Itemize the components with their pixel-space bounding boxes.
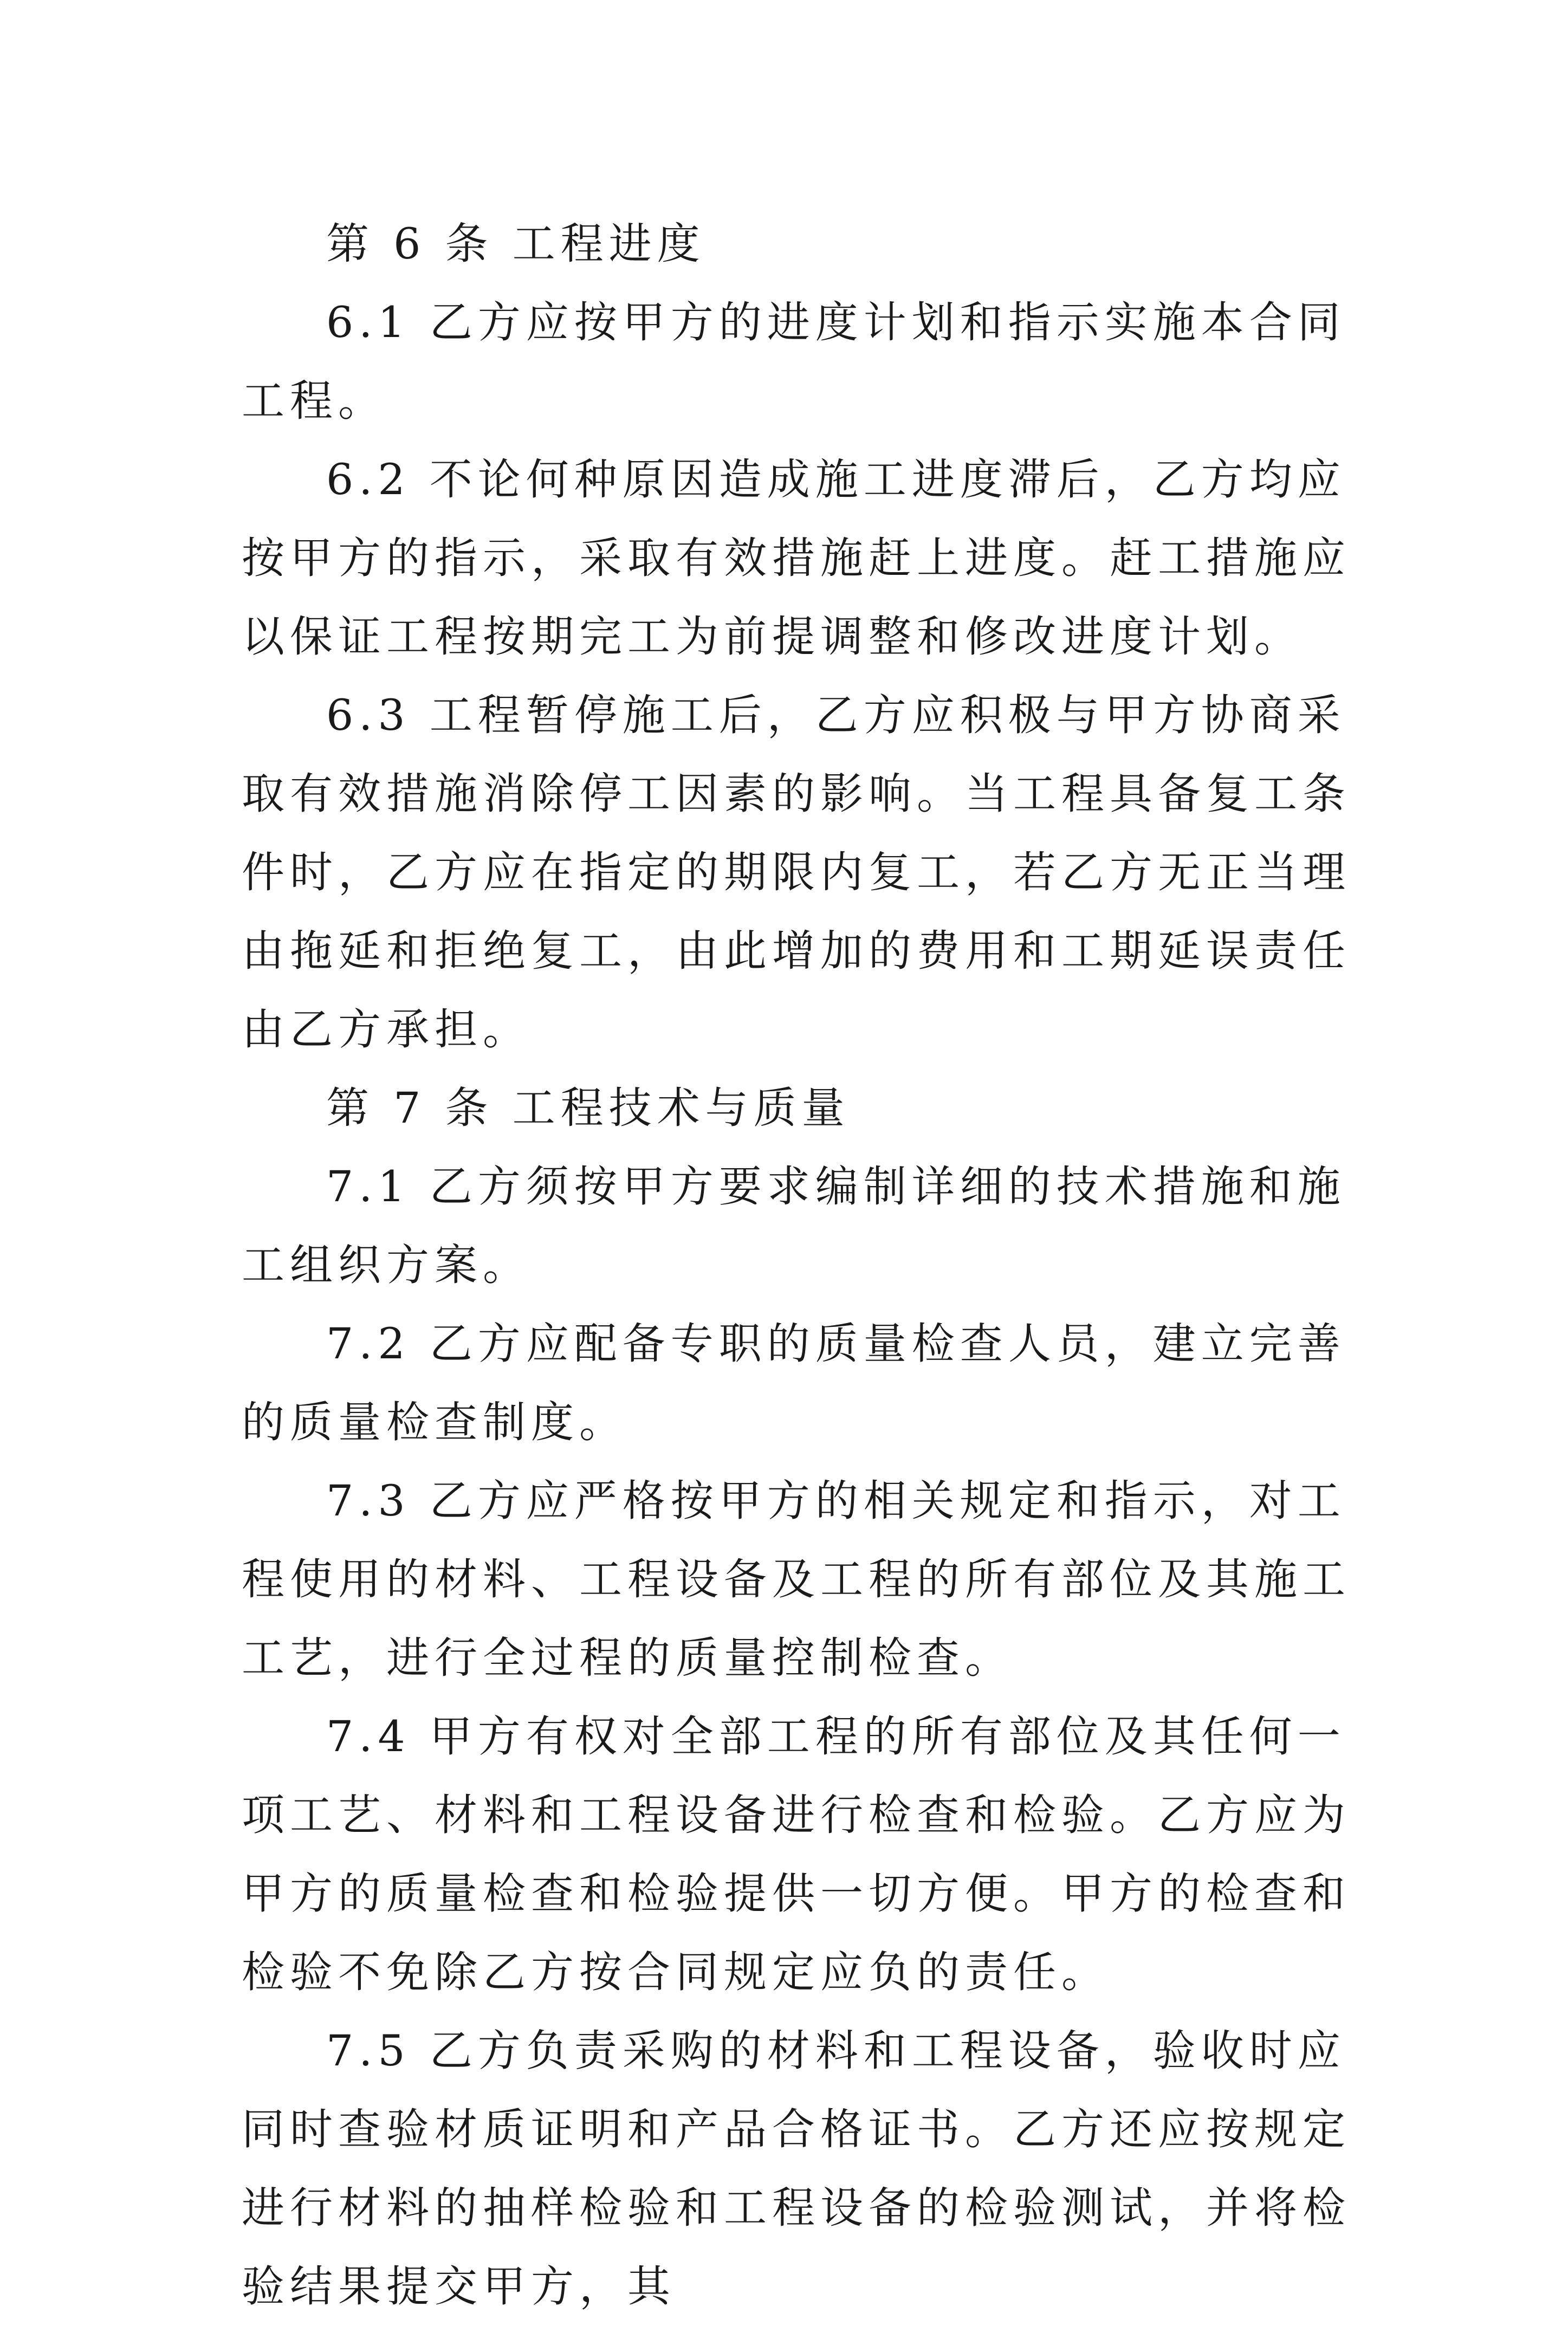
clause-7-5: 7.5 乙方负责采购的材料和工程设备，验收时应同时查验材质证明和产品合格证书。乙方还应按规定进行材料的抽样检验和工程设备的检验测试，并将检验结果提交甲方，其 <box>242 2026 1351 2311</box>
clause-7-1: 7.1 乙方须按甲方要求编制详细的技术措施和施工组织方案。 <box>242 1162 1346 1290</box>
article-7-heading: 第 7 条 工程技术与质量 <box>326 1083 850 1133</box>
clause-6-3: 6.3 工程暂停施工后，乙方应积极与甲方协商采取有效措施消除停工因素的影响。当工程具备复工条件时，乙方应在指定的期限内复工，若乙方无正当理由拖延和拒绝复工，由此增加的费用和工期延误责任由乙方承担。 <box>242 690 1351 1054</box>
clause-6-2: 6.2 不论何种原因造成施工进度滞后，乙方均应按甲方的指示，采取有效措施赶上进度。赶工措施应以保证工程按期完工为前提调整和修改进度计划。 <box>242 455 1351 662</box>
clause-7-4: 7.4 甲方有权对全部工程的所有部位及其任何一项工艺、材料和工程设备进行检查和检验。乙方应为甲方的质量检查和检验提供一切方便。甲方的检查和检验不免除乙方按合同规定应负的责任。 <box>242 1712 1351 1997</box>
clause-7-3: 7.3 乙方应严格按甲方的相关规定和指示，对工程使用的材料、工程设备及工程的所有部位及其施工工艺，进行全过程的质量控制检查。 <box>242 1476 1351 1683</box>
document-body <box>242 205 1358 2326</box>
article-6-heading: 第 6 条 工程进度 <box>326 219 705 269</box>
clause-7-2: 7.2 乙方应配备专职的质量检查人员，建立完善的质量检查制度。 <box>242 1319 1346 1447</box>
clause-6-1: 6.1 乙方应按甲方的进度计划和指示实施本合同工程。 <box>242 297 1346 426</box>
